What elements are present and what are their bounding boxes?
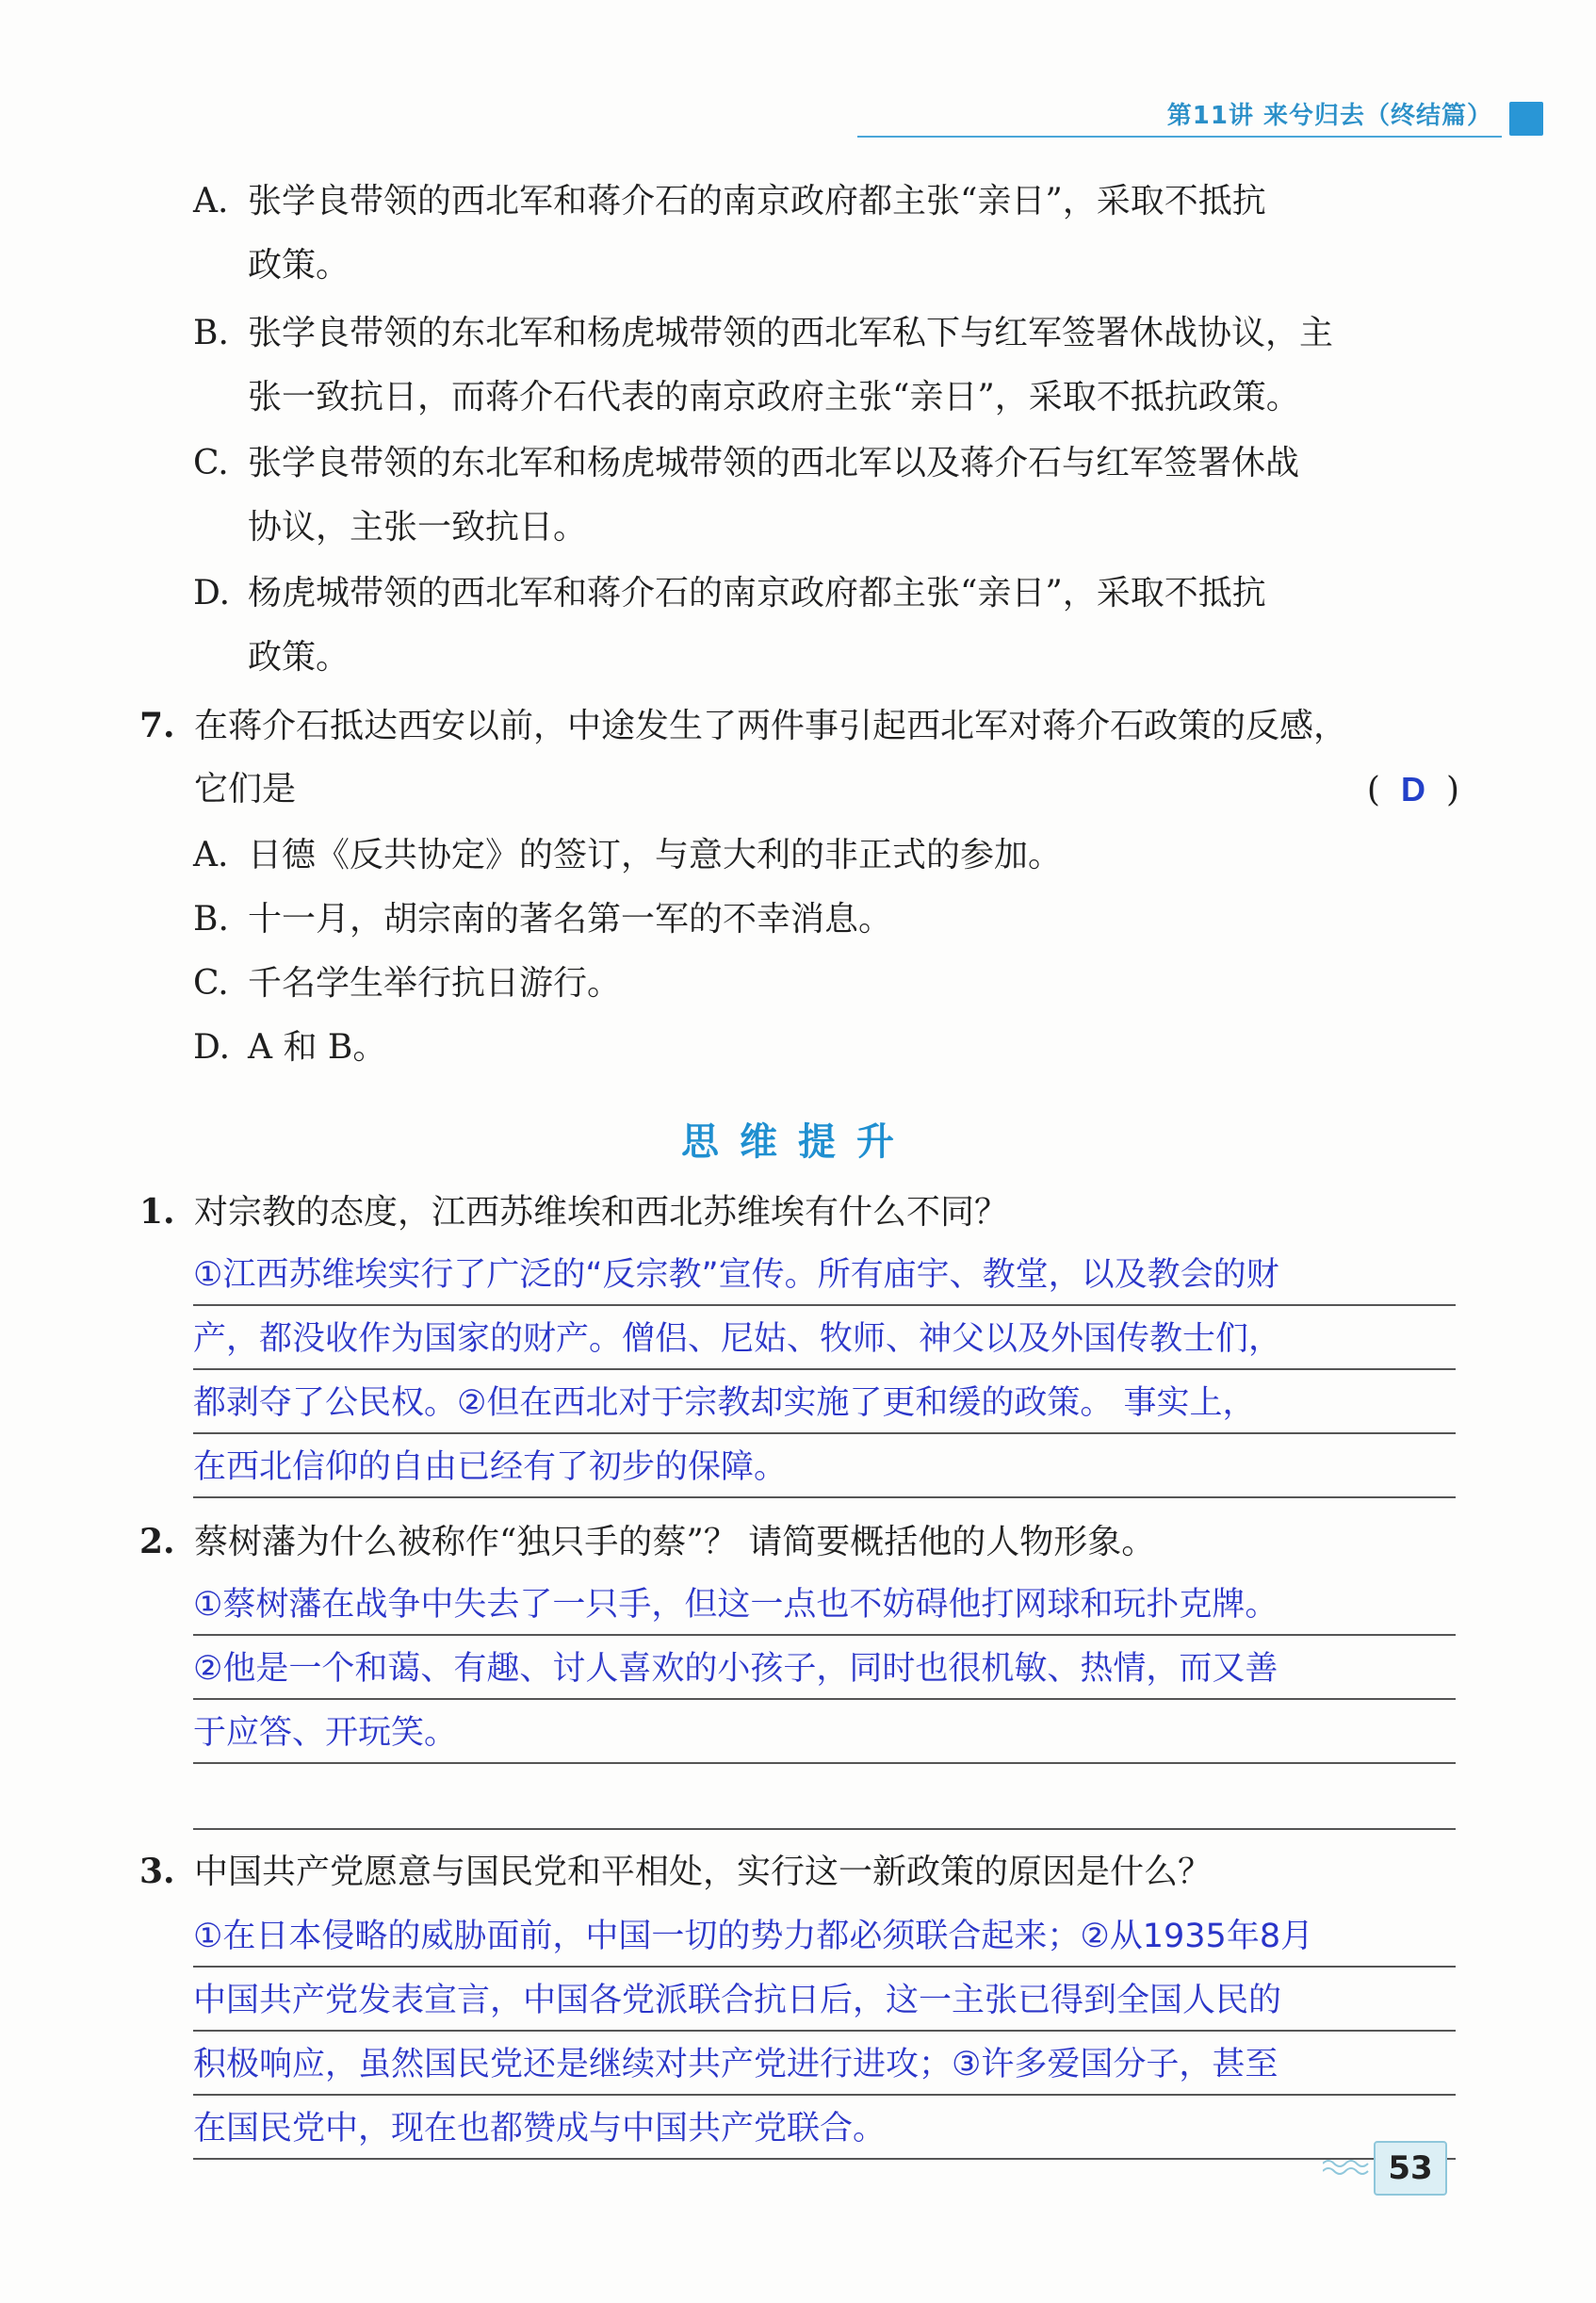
q6-option-c: C. 张学良带领的东北军和杨虎城带领的西北军以及蒋介石与红军签署休战	[193, 444, 1300, 482]
question-2: 2. 蔡树藩为什么被称作“独只手的蔡”？ 请简要概括他的人物形象。	[139, 1522, 1156, 1561]
section-title: 思维提升	[681, 1120, 915, 1164]
answer-1-line-1: ①江西苏维埃实行了广泛的“反宗教”宣传。所有庙宇、教堂，以及教会的财	[193, 1256, 1279, 1294]
question-1: 1. 对宗教的态度，江西苏维埃和西北苏维埃有什么不同？	[139, 1192, 1009, 1232]
q7-answer-paren: ( D )	[1366, 770, 1459, 809]
q6-option-a: A. 张学良带领的西北军和蒋介石的南京政府都主张“亲日”，采取不抵抗	[193, 182, 1266, 220]
q6-option-a-cont: 政策。	[248, 246, 350, 285]
answer-rule	[193, 2158, 1456, 2160]
page-header	[0, 94, 1596, 141]
answer-2-line-1: ①蔡树藩在战争中失去了一只手，但这一点也不妨碍他打网球和玩扑克牌。	[193, 1586, 1278, 1624]
q6-option-d-cont: 政策。	[248, 638, 350, 677]
q7-stem-cont: 它们是	[194, 770, 297, 808]
answer-rule	[193, 1762, 1456, 1764]
q6-option-b: B. 张学良带领的东北军和杨虎城带领的西北军私下与红军签署休战协议，主	[193, 314, 1334, 352]
q7-option-a: A. 日德《反共协定》的签订，与意大利的非正式的参加。	[193, 836, 1063, 874]
decorative-waves-icon	[1323, 2158, 1370, 2177]
q6-option-b-cont: 张一致抗日，而蒋介石代表的南京政府主张“亲日”，采取不抵抗政策。	[248, 378, 1300, 416]
q6-option-c-cont: 协议，主张一致抗日。	[248, 508, 588, 547]
answer-3-line-3: 积极响应，虽然国民党还是继续对共产党进行进攻；③许多爱国分子，甚至	[193, 2046, 1278, 2083]
answer-rule	[193, 1496, 1456, 1498]
answer-2-line-3: 于应答、开玩笑。	[193, 1714, 458, 1752]
answer-rule	[193, 1828, 1456, 1830]
header-accent-block	[1509, 102, 1543, 136]
page-number: 53	[1374, 2141, 1447, 2196]
chapter-title: 第11讲 来兮归去（终结篇）	[1166, 102, 1492, 130]
q7-option-c: C. 千名学生举行抗日游行。	[193, 964, 622, 1003]
answer-1-line-4: 在西北信仰的自由已经有了初步的保障。	[193, 1448, 788, 1486]
answer-1-line-3: 都剥夺了公民权。②但在西北对于宗教却实施了更和缓的政策。 事实上，	[193, 1384, 1256, 1422]
q7-option-d: D. A 和 B。	[193, 1028, 387, 1067]
header-rule	[857, 136, 1502, 138]
answer-1-line-2: 产，都没收作为国家的财产。僧侣、尼姑、牧师、神父以及外国传教士们，	[193, 1320, 1282, 1358]
answer-3-line-2: 中国共产党发表宣言，中国各党派联合抗日后，这一主张已得到全国人民的	[193, 1982, 1282, 2019]
q7-answer: D	[1400, 770, 1425, 808]
q6-option-d: D. 杨虎城带领的西北军和蒋介石的南京政府都主张“亲日”，采取不抵抗	[193, 574, 1266, 612]
answer-3-line-4: 在国民党中，现在也都赞成与中国共产党联合。	[193, 2110, 887, 2148]
q7-stem: 7. 在蒋介石抵达西安以前，中途发生了两件事引起西北军对蒋介石政策的反感，	[139, 706, 1348, 745]
question-3: 3. 中国共产党愿意与国民党和平相处，实行这一新政策的原因是什么？	[139, 1852, 1213, 1891]
answer-2-line-2: ②他是一个和蔼、有趣、讨人喜欢的小孩子，同时也很机敏、热情，而又善	[193, 1650, 1278, 1688]
answer-3-line-1: ①在日本侵略的威胁面前，中国一切的势力都必须联合起来；②从1935年8月	[193, 1918, 1314, 1955]
q7-option-b: B. 十一月，胡宗南的著名第一军的不幸消息。	[193, 900, 893, 939]
